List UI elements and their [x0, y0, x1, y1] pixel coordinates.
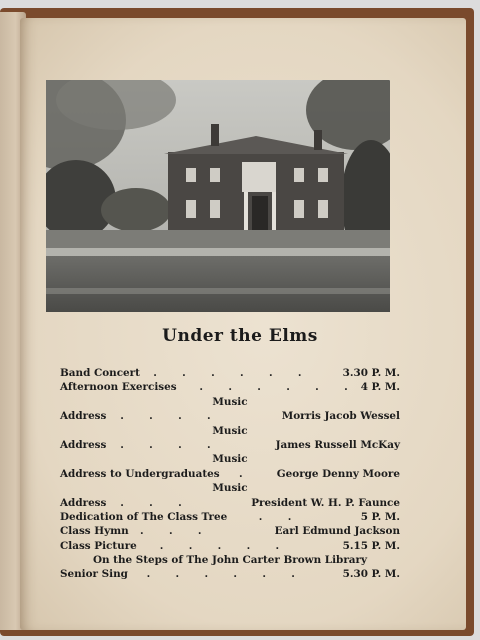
- program-center-text: Music: [212, 395, 248, 408]
- program-item-detail: 5.30 P. M.: [342, 568, 400, 581]
- program-item-detail: 3.30 P. M.: [342, 367, 400, 379]
- program-list: [60, 366, 400, 582]
- program-leader-dots: . . .: [140, 525, 202, 538]
- program-item: [60, 467, 400, 481]
- program-item-detail: President W. H. P. Faunce: [251, 496, 400, 509]
- program-item-title: Class Hymn: [60, 525, 129, 538]
- program-item-title: Address: [60, 410, 107, 423]
- program-leader-dots: . . . . .: [159, 539, 280, 552]
- mansion-photograph: [46, 80, 390, 312]
- program-leader-dots: . . . .: [120, 438, 211, 451]
- program-item-title: Dedication of The Class Tree: [60, 510, 228, 523]
- program-item: [60, 438, 400, 452]
- program-center-line: [60, 553, 400, 567]
- program-item-title: Senior Sing: [60, 568, 128, 581]
- program-leader-dots: . . .: [120, 496, 182, 509]
- program-item-title: Band Concert: [60, 367, 140, 379]
- program-item-detail: George Denny Moore: [276, 467, 400, 480]
- program-leader-dots: . . . . . .: [146, 568, 295, 581]
- program-center-line: [60, 395, 400, 409]
- program-center-text: Music: [212, 482, 248, 495]
- program-leader-dots: . . . . . .: [153, 367, 302, 379]
- program-center-line: [60, 452, 400, 466]
- program-leader-dots: .: [239, 467, 243, 480]
- program-item-detail: Earl Edmund Jackson: [274, 525, 400, 538]
- program-item-detail: 4 P. M.: [360, 381, 400, 394]
- program-item-detail: James Russell McKay: [275, 438, 400, 451]
- program-item: [60, 510, 400, 524]
- program-item: [60, 496, 400, 510]
- program-item: [60, 409, 400, 423]
- program-item-title: Class Picture: [60, 539, 137, 552]
- program-center-line: [60, 424, 400, 438]
- program-center-line: [60, 481, 400, 495]
- program-item: [60, 366, 400, 380]
- program-item-title: Address: [60, 438, 107, 451]
- program-center-text: Music: [212, 453, 248, 466]
- section-heading: Under the Elms: [162, 326, 318, 346]
- program-leader-dots: . . . .: [120, 410, 211, 423]
- program-item: [60, 380, 400, 394]
- program-item-title: Afternoon Exercises: [60, 381, 177, 394]
- program-leader-dots: . . . . . .: [199, 381, 348, 394]
- program-item-detail: 5.15 P. M.: [342, 539, 400, 552]
- program-item: [60, 539, 400, 553]
- program-center-text: Music: [212, 424, 248, 437]
- program-item-title: Address: [60, 496, 107, 509]
- program-item-detail: Morris Jacob Wessel: [281, 410, 400, 423]
- program-leader-dots: . .: [258, 510, 292, 523]
- program-item-title: Address to Undergraduates: [60, 467, 220, 480]
- program-center-text: On the Steps of The John Carter Brown Library: [92, 554, 368, 567]
- program-item-detail: 5 P. M.: [360, 510, 400, 523]
- program-item: [60, 524, 400, 538]
- program-item: [60, 567, 400, 581]
